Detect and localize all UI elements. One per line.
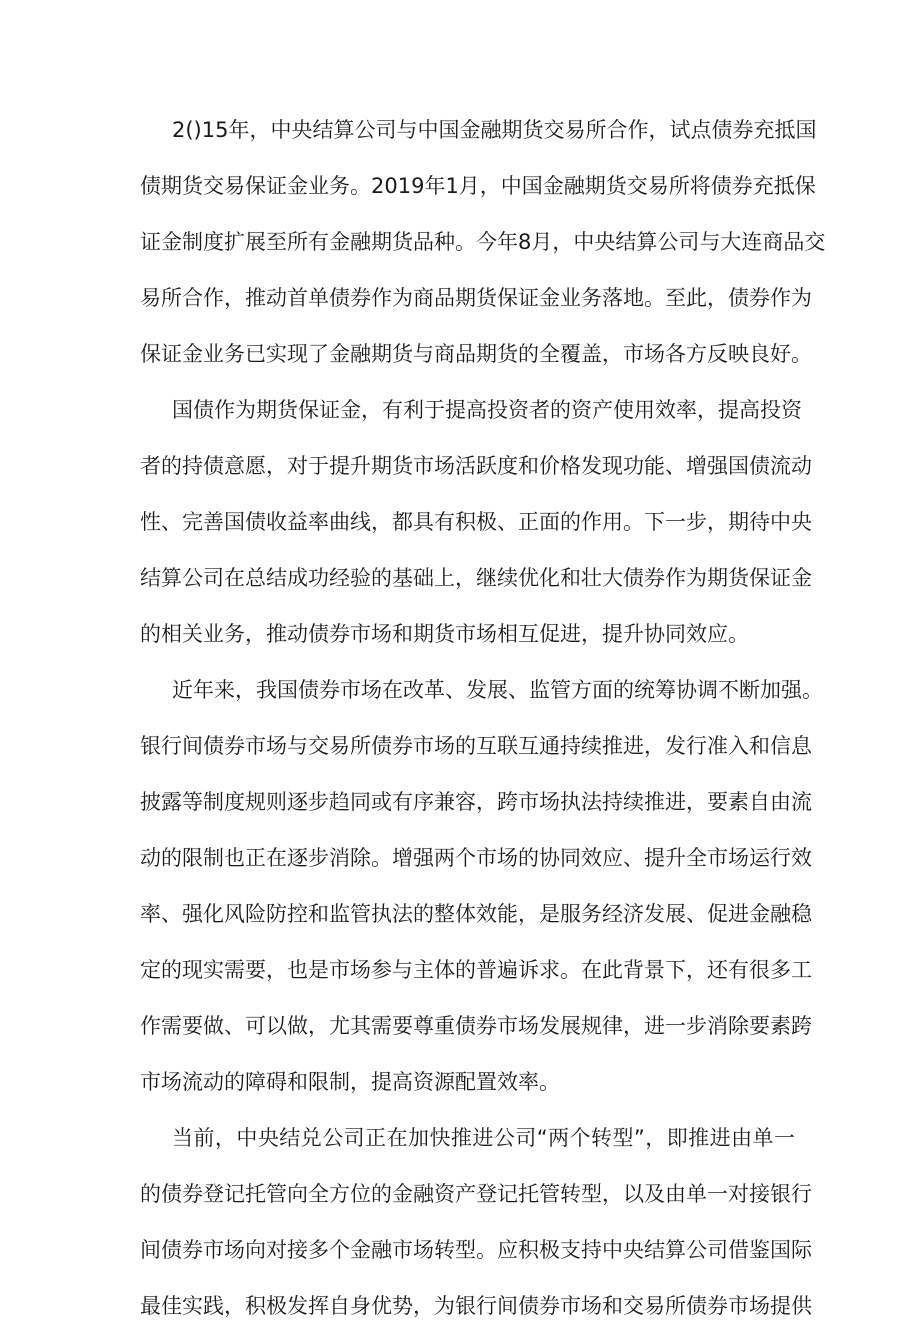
paragraph-4-line-2: 的债券登记托管向全方位的金融资产登记托管转型，以及由单一对接银行 [140,1182,812,1206]
paragraph-3-line-1: 近年来，我国债券市场在改革、发展、监管方面的统筹协调不断加强。 [172,678,823,702]
paragraph-2-line-4: 结算公司在总结成功经验的基础上，继续优化和壮大债券作为期货保证金 [140,566,812,590]
paragraph-3-line-6: 定的现实需要，也是市场参与主体的普遍诉求。在此背景下，还有很多工 [140,958,812,982]
paragraph-3-line-7: 作需要做、可以做，尤其需要尊重债券市场发展规律，进一步消除要素跨 [140,1014,812,1038]
paragraph-1-line-3: 证金制度扩展至所有金融期货品种。今年8月，中央结算公司与大连商品交 [140,230,826,254]
paragraph-2-line-2: 者的持债意愿，对于提升期货市场活跃度和价格发现功能、增强国债流动 [140,454,812,478]
paragraph-4-line-1: 当前，中央结兑公司正在加快推进公司“两个转型”，即推进由单一 [172,1126,795,1150]
paragraph-1-line-1: 2()15年，中央结算公司与中国金融期货交易所合作，试点债券充抵国 [172,118,817,142]
paragraph-4-line-4: 最佳实践，积极发挥自身优势，为银行间债券市场和交易所债券市场提供 [140,1294,812,1318]
paragraph-1-line-4: 易所合作，推动首单债券作为商品期货保证金业务落地。至此，债券作为 [140,286,812,310]
paragraph-3-line-2: 银行间债券市场与交易所债券市场的互联互通持续推进，发行准入和信息 [140,734,812,758]
paragraph-1-line-2: 债期货交易保证金业务。2019年1月，中国金融期货交易所将债券充抵保 [140,174,816,198]
paragraph-2-line-5: 的相关业务，推动债券市场和期货市场相互促进，提升协同效应。 [140,622,749,646]
paragraph-3-line-3: 披露等制度规则逐步趋同或有序兼容，跨市场执法持续推进，要素自由流 [140,790,812,814]
paragraph-1-line-5: 保证金业务已实现了金融期货与商品期货的全覆盖，市场各方反映良好。 [140,342,812,366]
paragraph-2-line-1: 国债作为期货保证金，有利于提高投资者的资产使用效率，提高投资 [172,398,802,422]
paragraph-3-line-8: 市场流动的障碍和限制，提高资源配置效率。 [140,1070,560,1094]
paragraph-2-line-3: 性、完善国债收益率曲线，都具有积极、正面的作用。下一步，期待中央 [140,510,812,534]
paragraph-3-line-4: 动的限制也正在逐步消除。增强两个市场的协同效应、提升全市场运行效 [140,846,812,870]
paragraph-4-line-3: 间债券市场向对接多个金融市场转型。应积极支持中央结算公司借鉴国际 [140,1238,812,1262]
paragraph-3-line-5: 率、强化风险防控和监管执法的整体效能，是服务经济发展、促进金融稳 [140,902,812,926]
